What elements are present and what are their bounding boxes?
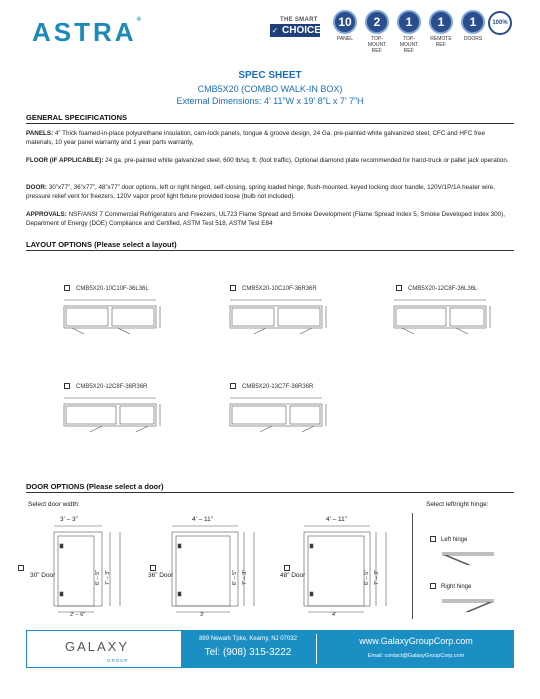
warranty-seal-icon: 2	[365, 10, 389, 34]
vertical-divider	[412, 513, 413, 619]
footer	[26, 630, 514, 668]
floor-plan-2	[228, 296, 338, 342]
spec-sheet-title: SPEC SHEET	[238, 70, 302, 81]
door-48-checkbox[interactable]	[284, 565, 290, 571]
right-hinge-option[interactable]: Right hinge	[430, 583, 471, 590]
warranty-badge-topmount-1: 2 TOP-MOUNT REF.	[362, 10, 392, 54]
checkbox[interactable]	[64, 285, 70, 291]
floor-spec: FLOOR (IF APPLICABLE): 24 ga. pre-painted white galvanized steel, 600 lb/sq. ft. (foot traffic). Optional diamond plate recommended for hand-truck or pallet jack operation.	[26, 157, 509, 164]
footer-divider	[316, 634, 317, 664]
hundred-percent-seal-icon: 100%	[488, 11, 512, 35]
warranty-seal-icon: 1	[429, 10, 453, 34]
door-36-top-dim: 4’ – 11”	[192, 516, 213, 523]
smart-choice-badge: THE SMART CHOICE ✓	[271, 17, 321, 36]
warranty-seal-icon: 1	[461, 10, 485, 34]
checkbox[interactable]	[396, 285, 402, 291]
approvals-spec: APPROVALS: NSF/ANSI 7 Commercial Refrigerators and Freezers, UL723 Flame Spread and Smoke Development (Flame Spread Index 5, Smoke Developed Index 300), Department of Energy (DOE) Compliance and Certified, ASTM Test 518, ASTM Test E84	[26, 211, 506, 227]
checkbox[interactable]	[430, 536, 436, 542]
warranty-badge-topmount-2: 1 TOP-MOUNT REF.	[394, 10, 424, 54]
door-48-top-dim: 4’ – 11”	[326, 516, 347, 523]
door-options-heading: DOOR OPTIONS (Please select a door)	[26, 482, 164, 491]
door-36-label[interactable]: 36” Door	[148, 572, 174, 579]
door-48-bottom-dim: 4’	[332, 612, 337, 618]
layout-options-heading: LAYOUT OPTIONS (Please select a layout)	[26, 240, 177, 249]
door-36-checkbox[interactable]	[150, 565, 156, 571]
layout-option-3[interactable]: CMB5X20-12C8F-36L36L	[396, 285, 477, 292]
divider	[26, 250, 514, 251]
checkmark-icon: ✓	[271, 26, 279, 35]
galaxy-logo: GALAXY GROUP	[26, 630, 182, 668]
door-30-top-dim: 3’ – 3”	[60, 516, 78, 523]
floor-plan-3	[392, 296, 502, 342]
door-30-drawing	[40, 524, 130, 616]
door-48-label[interactable]: 48” Door	[280, 572, 306, 579]
divider	[26, 492, 514, 493]
checkbox[interactable]	[430, 583, 436, 589]
door-36-bottom-dim: 3’	[200, 612, 205, 618]
header	[0, 0, 540, 62]
checkbox[interactable]	[230, 383, 236, 389]
door-36-h2: 7’ – 3”	[242, 570, 248, 586]
checkbox[interactable]	[64, 383, 70, 389]
warranty-seal-icon: 1	[397, 10, 421, 34]
layout-option-1[interactable]: CMB5X20-10C10F-36L36L	[64, 285, 149, 292]
divider	[26, 123, 514, 124]
door-width-prompt: Select door width:	[28, 501, 80, 508]
layout-option-4[interactable]: CMB5X20-12C8F-36R36R	[64, 383, 147, 390]
door-30-checkbox[interactable]	[18, 565, 24, 571]
checkbox[interactable]	[230, 285, 236, 291]
door-30-h2: 7’ – 3”	[105, 570, 111, 586]
external-dimensions: External Dimensions: 4’ 11”W x 19’ 8”L x 7’ 7”H	[176, 96, 364, 106]
warranty-seal-icon: 10	[333, 10, 357, 34]
layout-option-5[interactable]: CMB5X20-13C7F-36R36R	[230, 383, 313, 390]
warranty-badge-doors: 1 DOORS	[458, 10, 488, 54]
footer-email-link[interactable]: Email: contact@GalaxyGroupCorp.com	[367, 653, 465, 659]
warranty-badge-panel: 10 PANEL	[330, 10, 360, 54]
door-30-bottom-dim: 2’ – 6”	[70, 612, 86, 618]
footer-website-link[interactable]: www.GalaxyGroupCorp.com	[359, 636, 473, 646]
door-48-h2: 7’ – 3”	[374, 570, 380, 586]
warranty-badge-remote: 1 REMOTE REF.	[426, 10, 456, 54]
left-hinge-option[interactable]: Left hinge	[430, 536, 467, 543]
footer-address: 899 Newark Tpke, Kearny, NJ 07032	[199, 636, 297, 642]
floor-plan-5	[228, 394, 338, 440]
panels-spec: PANELS: 4” Thick foamed-in-place polyurethane insulation, cam-lock panels, tongue & groove design, 24 Ga. pre-painted white galvanized steel, CFC and HFC free materials, 10 year panel warranty and 1 year parts warranty,	[26, 130, 485, 146]
general-specs-heading: GENERAL SPECIFICATIONS	[26, 113, 127, 122]
right-hinge-diagram	[440, 596, 500, 616]
left-hinge-diagram	[440, 549, 500, 569]
model-title: CMB5X20 (COMBO WALK-IN BOX)	[197, 84, 343, 94]
layout-option-2[interactable]: CMB5X20-10C10F-36R36R	[230, 285, 317, 292]
door-30-h1: 6’ – 5”	[95, 570, 101, 586]
door-spec: DOOR: 30”x77”, 36”x77”, 48”x77” door options, left or right hinged, self-closing, spring loaded hinge, flush-mounted, keyed locking door handle, 120V/1P/1A heater wire, pressure relief vent for freezers, 120V vapor proof light fixture provided loose (bulb not included).	[26, 184, 496, 200]
door-48-h1: 6’ – 5”	[364, 570, 370, 586]
hinge-prompt: Select left/right hinge:	[426, 501, 489, 508]
door-30-label[interactable]: 30” Door	[30, 572, 56, 579]
floor-plan-1	[62, 296, 172, 342]
warranty-badges	[330, 10, 490, 54]
astra-logo: ASTRA®	[32, 17, 144, 47]
floor-plan-4	[62, 394, 172, 440]
footer-tel[interactable]: Tel: (908) 315-3222	[204, 647, 292, 658]
door-36-h1: 6’ – 5”	[232, 570, 238, 586]
